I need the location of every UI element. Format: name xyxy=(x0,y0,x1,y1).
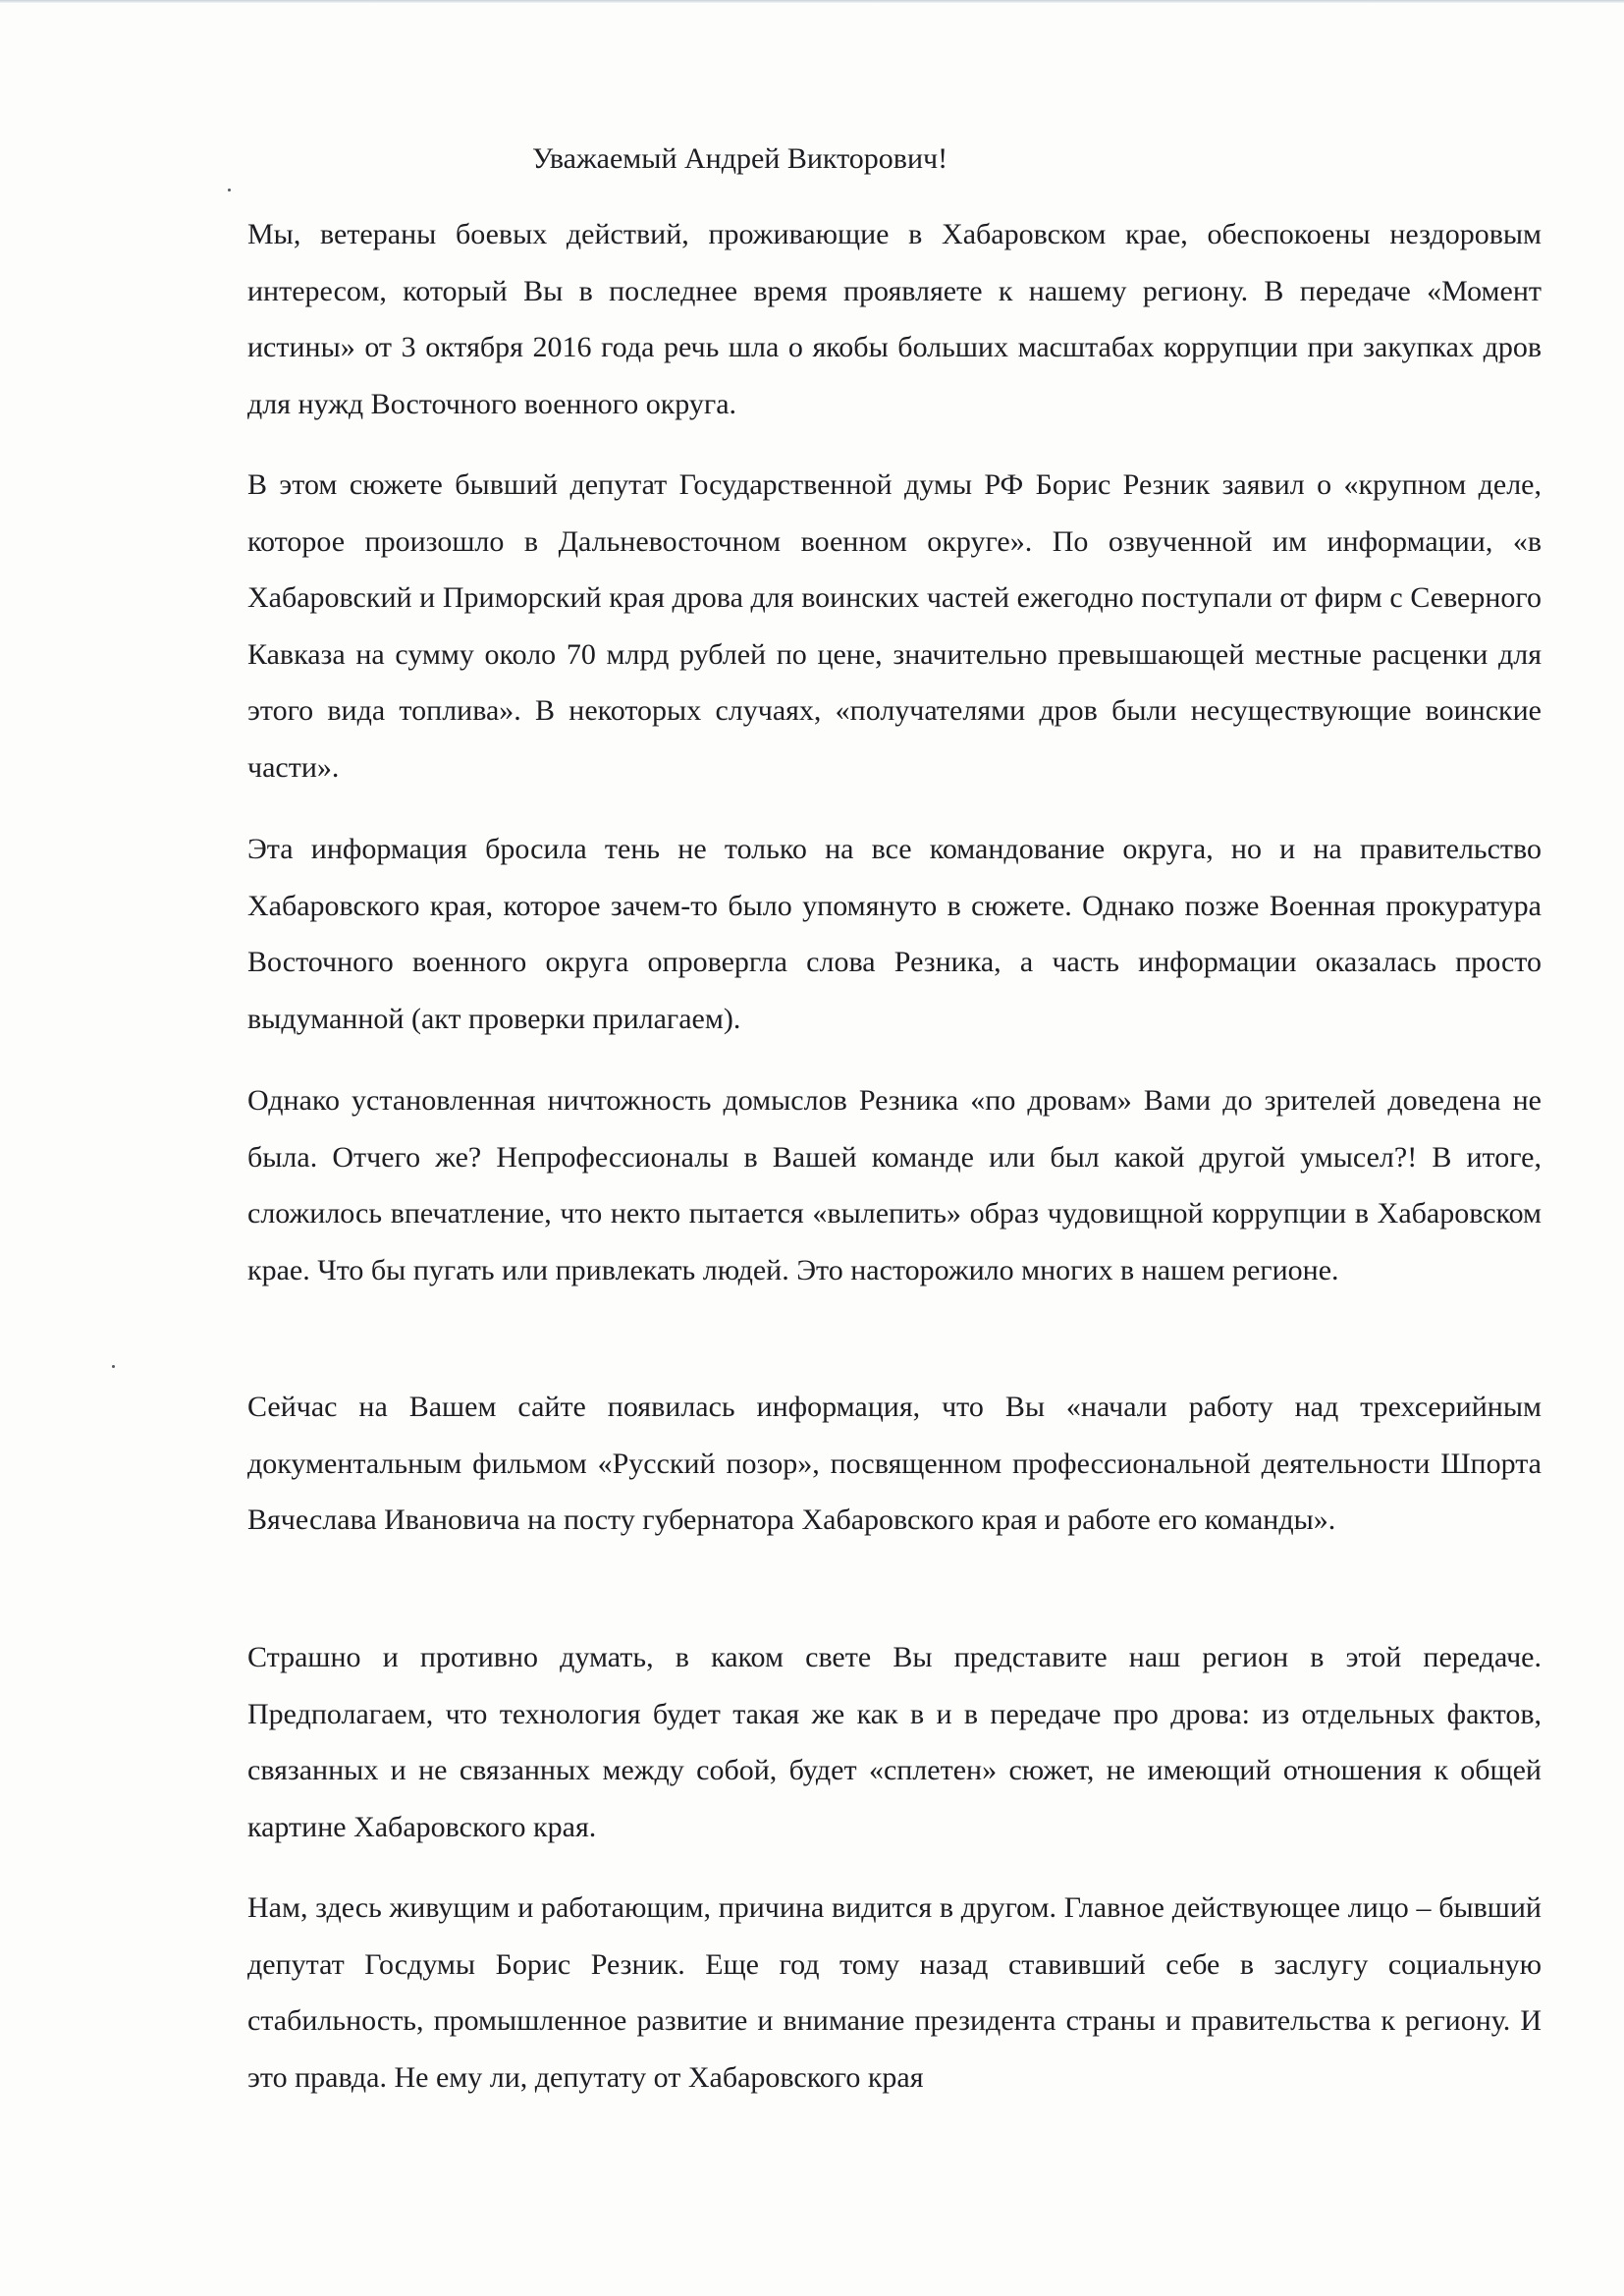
paragraph-4: Однако установленная ничтожность домыслов Резника «по дровам» Вами до зрителей доведена не была. Отчего же? Непрофессионалы в Вашей команде или был какой другой умысел?! В итоге, сложилось впечатление, что некто пытается «вылепить» образ чудовищной коррупции в Хабаровском крае. Что бы пугать или привлекать людей. Это насторожило многих в нашем регионе. xyxy=(247,1084,1542,1286)
scan-edge-line xyxy=(0,0,1624,3)
paragraph-6: Страшно и противно думать, в каком свете Вы представите наш регион в этой передаче. Предполагаем, что технология будет такая же как в и в передаче про дрова: из отдельных фактов, связанных и не связанных между собой, будет «сплетен» сюжет, не имеющий отношения к общей картине Хабаровского края. xyxy=(247,1641,1542,1843)
paragraph-5: Сейчас на Вашем сайте появилась информация, что Вы «начали работу над трехсерийным документальным фильмом «Русский позор», посвященном профессиональной деятельности Шпорта Вячеслава Ивановича на посту губернатора Хабаровского края и работе его команды». xyxy=(247,1391,1542,1536)
paragraph-2: В этом сюжете бывший депутат Государственной думы РФ Борис Резник заявил о «крупном деле, которое произошло в Дальневосточном военном округе». По озвученной им информации, «в Хабаровский и Приморский края дрова для воинских частей ежегодно поступали от фирм с Северного Кавказа на сумму около 70 млрд рублей по цене, значительно превышающей местные расценки для этого вида топлива». В некоторых случаях, «получателями дров были несуществующие воинские части». xyxy=(247,468,1542,784)
paragraph-1: Мы, ветераны боевых действий, проживающие в Хабаровском крае, обеспокоены нездоровым интересом, который Вы в последнее время проявляете к нашему региону. В передаче «Момент истины» от 3 октября 2016 года речь шла о якобы больших масштабах коррупции при закупках дров для нужд Восточного военного округа. xyxy=(247,218,1542,420)
paragraph-3: Эта информация бросила тень не только на все командование округа, но и на правительство Хабаровского края, которое зачем-то было упомянуто в сюжете. Однако позже Военная прокуратура Восточного военного округа опровергла слова Резника, а часть информации оказалась просто выдуманной (акт проверки прилагаем). xyxy=(247,833,1542,1035)
paragraph-7: Нам, здесь живущим и работающим, причина видится в другом. Главное действующее лицо – бывший депутат Госдумы Борис Резник. Еще год тому назад ставивший себе в заслугу социальную стабильность, промышленное развитие и внимание президента страны и правительства к региону. И это правда. Не ему ли, депутату от Хабаровского края xyxy=(247,1891,1542,2094)
scan-speck xyxy=(112,1365,115,1368)
salutation: Уважаемый Андрей Викторович! xyxy=(532,142,948,175)
scan-speck xyxy=(228,189,231,191)
